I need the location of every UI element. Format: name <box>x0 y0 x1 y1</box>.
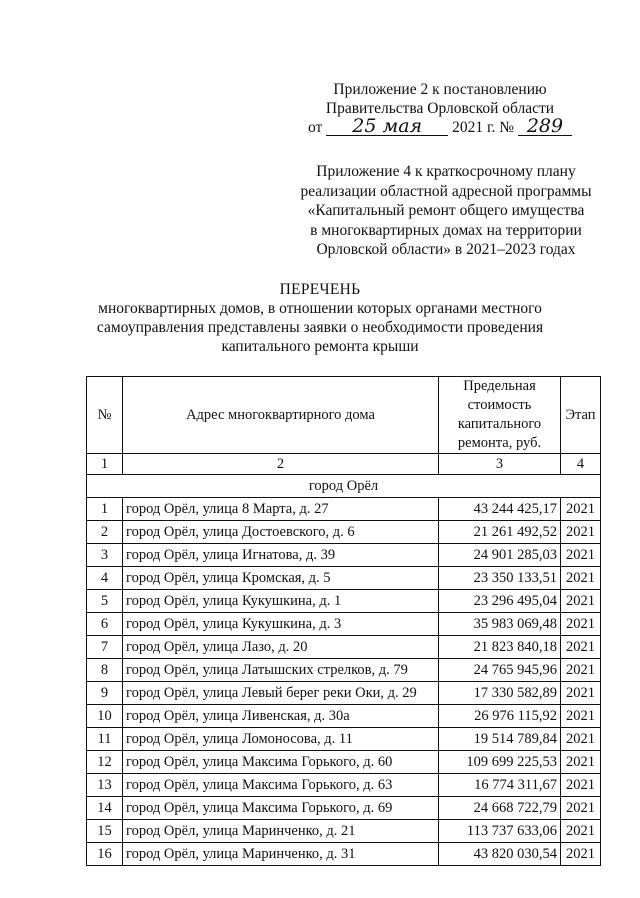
annex-4-line: реализации областной адресной программы <box>300 182 592 200</box>
row-address: город Орёл, улица Левый берег реки Оки, д. 29 <box>123 682 439 705</box>
row-stage: 2021 <box>561 659 601 682</box>
year-number-label: 2021 г. № <box>452 119 515 136</box>
row-stage: 2021 <box>561 636 601 659</box>
row-address: город Орёл, улица Лазо, д. 20 <box>123 636 439 659</box>
row-number: 10 <box>87 705 123 728</box>
annex-2-line-2: Правительства Орловской области <box>325 100 555 117</box>
table-row <box>87 521 601 544</box>
annex-4-header <box>296 162 596 260</box>
table-row <box>87 498 601 521</box>
table-row <box>87 774 601 797</box>
table-row <box>87 682 601 705</box>
row-stage: 2021 <box>561 774 601 797</box>
table-row <box>87 728 601 751</box>
row-stage: 2021 <box>561 728 601 751</box>
row-stage: 2021 <box>561 590 601 613</box>
row-cost: 113 737 633,06 <box>439 820 561 843</box>
annex-4-line: Орловской области» в 2021–2023 годах <box>316 241 576 258</box>
row-address: город Орёл, улица Максима Горького, д. 69 <box>123 797 439 820</box>
row-stage: 2021 <box>561 521 601 544</box>
annex-2-header <box>300 80 580 137</box>
row-address: город Орёл, улица 8 Марта, д. 27 <box>123 498 439 521</box>
row-cost: 24 901 285,03 <box>439 544 561 567</box>
row-stage: 2021 <box>561 705 601 728</box>
buildings-table <box>86 376 601 866</box>
annex-4-line: Приложение 4 к краткосрочному плану <box>316 163 576 180</box>
row-address: город Орёл, улица Латышских стрелков, д. 79 <box>123 659 439 682</box>
column-number: 3 <box>439 454 561 475</box>
table-row <box>87 843 601 866</box>
header-stage: Этап <box>561 377 601 454</box>
table-row <box>87 659 601 682</box>
resolution-date-line <box>300 115 580 137</box>
row-address: город Орёл, улица Игнатова, д. 39 <box>123 544 439 567</box>
row-address: город Орёл, улица Маринченко, д. 21 <box>123 820 439 843</box>
row-number: 11 <box>87 728 123 751</box>
row-number: 13 <box>87 774 123 797</box>
row-address: город Орёл, улица Кромская, д. 5 <box>123 567 439 590</box>
table-row <box>87 797 601 820</box>
row-cost: 24 668 722,79 <box>439 797 561 820</box>
row-stage: 2021 <box>561 797 601 820</box>
group-row <box>87 475 601 498</box>
title-line: многоквартирных домов, в отношении которых органами местного <box>98 300 542 317</box>
header-number: № <box>87 377 123 454</box>
row-address: город Орёл, улица Кукушкина, д. 1 <box>123 590 439 613</box>
annex-4-line: в многоквартирных домах на территории <box>310 221 582 239</box>
row-cost: 109 699 225,53 <box>439 751 561 774</box>
date-prefix: от <box>308 119 323 136</box>
header-address: Адрес многоквартирного дома <box>123 377 439 454</box>
table-row <box>87 590 601 613</box>
annex-4-line: «Капитальный ремонт общего имущества <box>307 202 585 219</box>
row-address: город Орёл, улица Максима Горького, д. 60 <box>123 751 439 774</box>
row-stage: 2021 <box>561 544 601 567</box>
row-address: город Орёл, улица Маринченко, д. 31 <box>123 843 439 866</box>
row-cost: 17 330 582,89 <box>439 682 561 705</box>
row-cost: 16 774 311,67 <box>439 774 561 797</box>
header-cost-line: ремонта, руб. <box>457 435 542 451</box>
row-stage: 2021 <box>561 613 601 636</box>
row-number: 15 <box>87 820 123 843</box>
column-numbers-row <box>87 454 601 475</box>
document-title <box>60 280 580 356</box>
row-cost: 24 765 945,96 <box>439 659 561 682</box>
table-row <box>87 636 601 659</box>
row-cost: 21 261 492,52 <box>439 521 561 544</box>
row-address: город Орёл, улица Кукушкина, д. 3 <box>123 613 439 636</box>
row-cost: 43 820 030,54 <box>439 843 561 866</box>
row-number: 5 <box>87 590 123 613</box>
column-number: 1 <box>87 454 123 475</box>
row-address: город Орёл, улица Ломоносова, д. 11 <box>123 728 439 751</box>
table-row <box>87 544 601 567</box>
header-cost-line: Предельная <box>463 378 536 394</box>
header-cost-line: капитального <box>457 416 542 432</box>
row-stage: 2021 <box>561 843 601 866</box>
title-heading: ПЕРЕЧЕНЬ <box>279 281 361 298</box>
row-number: 2 <box>87 521 123 544</box>
row-stage: 2021 <box>561 820 601 843</box>
table-row <box>87 613 601 636</box>
header-cost-line: стоимость <box>467 397 532 413</box>
handwritten-date: 25 мая <box>326 118 448 136</box>
row-number: 14 <box>87 797 123 820</box>
table-row <box>87 751 601 774</box>
row-number: 7 <box>87 636 123 659</box>
row-cost: 21 823 840,18 <box>439 636 561 659</box>
row-number: 3 <box>87 544 123 567</box>
row-cost: 19 514 789,84 <box>439 728 561 751</box>
group-city-name: город Орёл <box>87 475 601 498</box>
row-stage: 2021 <box>561 567 601 590</box>
annex-2-line-1: Приложение 2 к постановлению <box>333 81 547 98</box>
row-number: 16 <box>87 843 123 866</box>
row-cost: 26 976 115,92 <box>439 705 561 728</box>
row-cost: 43 244 425,17 <box>439 498 561 521</box>
row-address: город Орёл, улица Достоевского, д. 6 <box>123 521 439 544</box>
row-number: 1 <box>87 498 123 521</box>
row-number: 4 <box>87 567 123 590</box>
table-row <box>87 705 601 728</box>
table-header-row <box>87 377 601 454</box>
table-row <box>87 567 601 590</box>
row-cost: 35 983 069,48 <box>439 613 561 636</box>
header-cost <box>439 377 561 454</box>
row-cost: 23 350 133,51 <box>439 567 561 590</box>
row-number: 6 <box>87 613 123 636</box>
title-line: капитального ремонта крыши <box>221 338 419 355</box>
table-row <box>87 820 601 843</box>
row-cost: 23 296 495,04 <box>439 590 561 613</box>
row-stage: 2021 <box>561 751 601 774</box>
row-stage: 2021 <box>561 498 601 521</box>
row-number: 8 <box>87 659 123 682</box>
row-address: город Орёл, улица Ливенская, д. 30а <box>123 705 439 728</box>
column-number: 4 <box>561 454 601 475</box>
handwritten-number: 289 <box>518 118 572 136</box>
row-number: 12 <box>87 751 123 774</box>
column-number: 2 <box>123 454 439 475</box>
row-address: город Орёл, улица Максима Горького, д. 63 <box>123 774 439 797</box>
row-number: 9 <box>87 682 123 705</box>
title-line: самоуправления представлены заявки о необходимости проведения <box>96 319 544 336</box>
row-stage: 2021 <box>561 682 601 705</box>
